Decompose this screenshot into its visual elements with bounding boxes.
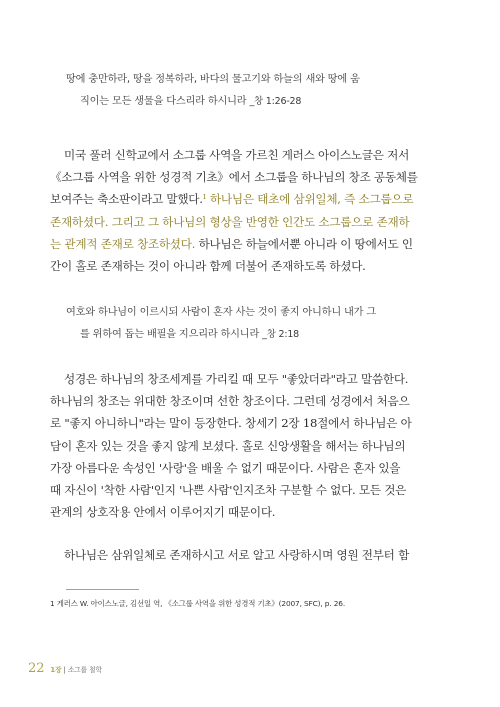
paragraph-line bbox=[50, 188, 455, 210]
scripture-reference: _창 2:18 bbox=[262, 329, 300, 340]
scripture-quote-genesis-1 bbox=[66, 69, 446, 113]
scripture-reference: _창 1:26-28 bbox=[249, 96, 302, 107]
paragraph-line: 간이 홀로 존재하는 것이 아니라 함께 더불어 존재하도록 하셨다. bbox=[50, 259, 366, 274]
paragraph-text: 하나님은 하늘에서뿐 아니라 이 땅에서도 인 bbox=[195, 236, 413, 251]
highlighted-text: 하나님은 태초에 삼위일체, 즉 소그룹으로 bbox=[206, 192, 414, 207]
paragraph-line bbox=[50, 233, 455, 255]
quote-line: 땅에 충만하라, 땅을 정복하라, 바다의 물고기와 하늘의 새와 땅에 움 bbox=[66, 74, 360, 85]
scripture-quote-genesis-2 bbox=[66, 302, 446, 346]
paragraph-line: 《소그룹 사역을 위한 성경적 기초》에서 소그룹을 하나님의 창조 공동체를 bbox=[50, 170, 418, 185]
paragraph-line: 성경은 하나님의 창조세계를 가리킬 때 모두 "좋았더라"라고 말씀한다. bbox=[64, 372, 409, 386]
highlighted-text: 는 관계적 존재로 창조하셨다. bbox=[50, 236, 196, 251]
footnote-divider bbox=[66, 589, 139, 590]
page-footer bbox=[28, 661, 102, 676]
paragraph-line: 로 "좋지 아니하니"라는 말이 등장한다. 창세기 2장 18절에서 하나님은 아 bbox=[50, 416, 412, 431]
paragraph-line: 미국 풀러 신학교에서 소그룹 사역을 가르친 게러스 아이스노글은 저서 bbox=[64, 148, 410, 162]
quote-text: 를 위하여 돕는 배필을 지으리라 하시니라 bbox=[80, 329, 263, 340]
paragraph-line: 하나님의 창조는 위대한 창조이며 선한 창조이다. 그런데 성경에서 처음으 bbox=[50, 394, 410, 409]
paragraph-line: 관계의 상호작용 안에서 이루어지기 때문이다. bbox=[50, 505, 276, 520]
body-paragraph-1 bbox=[50, 144, 455, 277]
paragraph-line: 가장 아름다운 속성인 '사랑'을 배울 수 없기 때문이다. 사람은 혼자 있을 bbox=[50, 460, 401, 475]
chapter-title: 소그룹 철학 bbox=[67, 666, 102, 674]
paragraph-line: 때 자신이 '착한 사람'인지 '나쁜 사람'인지조차 구분할 수 없다. 모든 것은 bbox=[50, 483, 407, 498]
quote-line bbox=[66, 91, 446, 113]
quote-line bbox=[66, 324, 446, 346]
quote-text: 직이는 모든 생물을 다스리라 하시니라 bbox=[80, 96, 250, 107]
chapter-label: 1장 bbox=[50, 666, 62, 674]
footnote-marker[interactable]: 1 bbox=[202, 193, 207, 202]
highlighted-text: 존재하셨다. 그리고 그 하나님의 형상을 반영한 인간도 소그룹으로 존재하 bbox=[50, 214, 410, 229]
body-paragraph-3 bbox=[50, 544, 455, 566]
footer-separator: | bbox=[61, 666, 68, 674]
quote-line: 여호와 하나님이 이르시되 사람이 혼자 사는 것이 좋지 아니하니 내가 그 bbox=[66, 307, 376, 318]
running-footer bbox=[51, 664, 102, 674]
paragraph-text: 보여주는 축소판이라고 말했다. bbox=[50, 192, 203, 207]
page-number: 22 bbox=[28, 661, 45, 676]
footnote: 1 게러스 W. 아이스노글, 김선일 역, 《소그룹 사역을 위한 성경적 기초》(2007, SFC), p. 26. bbox=[50, 599, 346, 608]
body-paragraph-2 bbox=[50, 368, 455, 523]
paragraph-line: 담이 혼자 있는 것을 좋지 않게 보셨다. 홀로 신앙생활을 해서는 하나님의 bbox=[50, 438, 406, 453]
paragraph-line: 하나님은 삼위일체로 존재하시고 서로 알고 사랑하시며 영원 전부터 함 bbox=[64, 548, 410, 562]
